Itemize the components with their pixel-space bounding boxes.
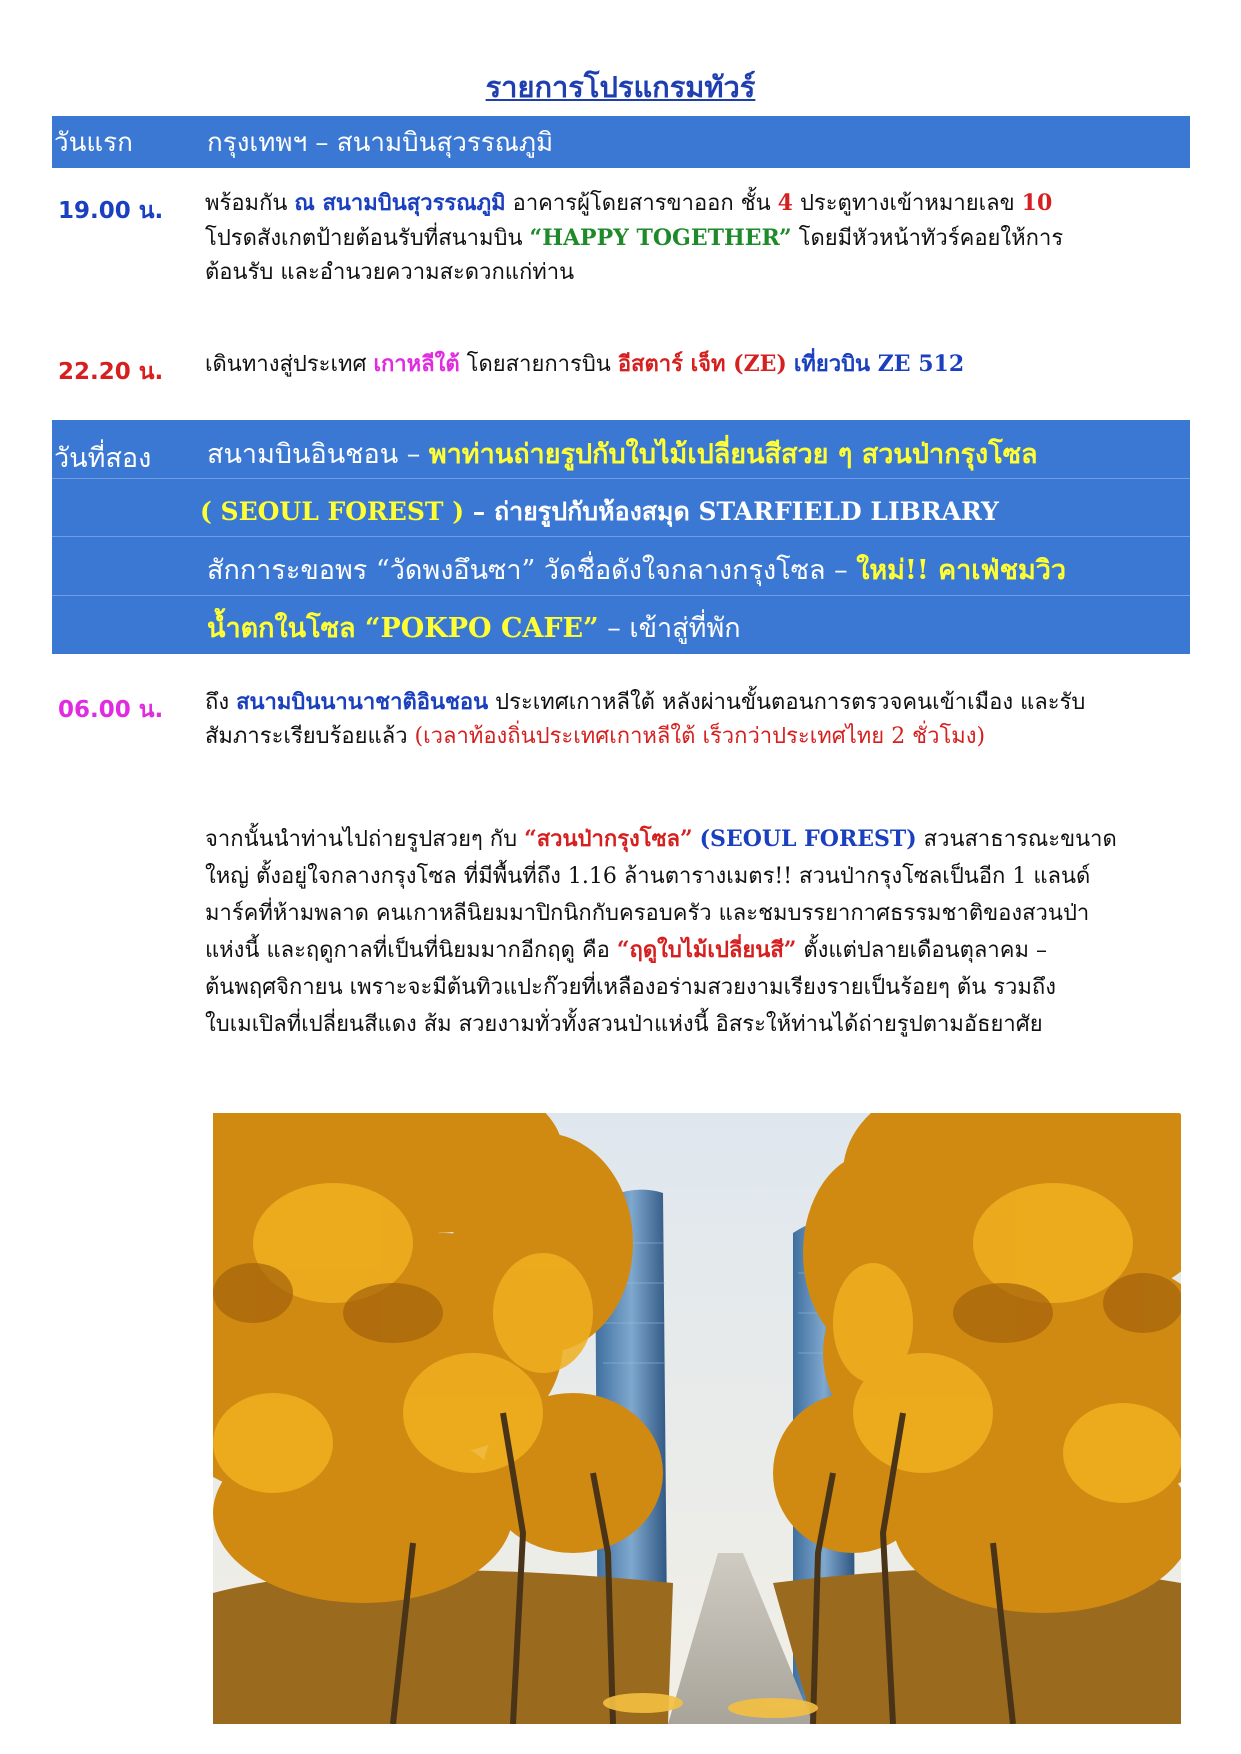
item-0600-text: ถึง สนามบินนานาชาติอินชอน ประเทศเกาหลีใต้ หลังผ่านขั้นตอนการตรวจคนเข้าเมือง และรับ สัมภาระเรียบร้อยแล้ว (เวลาท้องถิ่นประเทศเกาหลีใต้ เร็วกว่าประเทศไทย 2 ชั่วโมง) xyxy=(205,689,1086,749)
seoul-forest-photo xyxy=(213,1113,1181,1724)
item-1900-line1: พร้อมกัน ณ สนามบินสุวรรณภูมิ อาคารผู้โดยสารขาออก ชั้น 4 ประตูทางเข้าหมายเลข 10 xyxy=(205,190,1053,216)
item-1900-line2: โปรดสังเกตป้ายต้อนรับที่สนามบิน “HAPPY TOGETHER” โดยมีหัวหน้าทัวร์คอยให้การ xyxy=(205,225,1064,251)
band-divider xyxy=(52,478,1190,479)
item-1900-line3: ต้อนรับ และอำนวยความสะดวกแก่ท่าน xyxy=(205,260,575,285)
page-title: รายการโปรแกรมทัวร์ xyxy=(485,70,756,104)
time-2220: 22.20 น. xyxy=(58,359,164,385)
item-1900-text xyxy=(205,186,1185,290)
day2-title-row2: ( SEOUL FOREST ) – ถ่ายรูปกับห้องสมุด STARFIELD LIBRARY xyxy=(200,497,999,526)
day2-label: วันที่สอง xyxy=(54,443,152,474)
day1-title: กรุงเทพฯ – สนามบินสุวรรณภูมิ xyxy=(207,128,554,158)
day1-label: วันแรก xyxy=(54,128,133,158)
time-1900: 19.00 น. xyxy=(58,198,164,224)
day2-title-row1: สนามบินอินชอน – พาท่านถ่ายรูปกับใบไม้เปลี่ยนสีสวย ๆ สวนป่ากรุงโซล xyxy=(207,439,1038,470)
day1-header xyxy=(52,116,1190,168)
day2-header xyxy=(52,420,1190,654)
forest-description: จากนั้นนำท่านไปถ่ายรูปสวยๆ กับ “สวนป่ากรุงโซล” (SEOUL FOREST) สวนสาธารณะขนาด ใหญ่ ตั้งอยู่ใจกลางกรุงโซล ที่มีพื้นที่ถึง 1.16 ล้านตารางเมตร!! สวนป่ากรุงโซลเป็นอีก 1 แลนด์ มาร์คที่ห้ามพลาด คนเกาหลีนิยมมาปิกนิกกับครอบครัว และชมบรรยากาศธรรมชาติของสวนป่า แห่งนี้ และฤดูกาลที่เป็นที่นิยมมากอีกฤดู คือ “ฤดูใบไม้เปลี่ยนสี” ตั้งแต่ปลายเดือนตุลาคม – ต้นพฤศจิกายน เพราะจะมีต้นทิวแปะก๊วยที่เหลืองอร่ามสวยงามเรียงรายเป็นร้อยๆ ต้น รวมถึง ใบเมเปิลที่เปลี่ยนสีแดง ส้ม สวยงามทั่วทั้งสวนป่าแห่งนี้ อิสระให้ท่านได้ถ่ายรูปตามอัธยาศัย xyxy=(205,826,1117,1037)
day2-title-row4: น้ำตกในโซล “POKPO CAFE” – เข้าสู่ที่พัก xyxy=(207,613,741,644)
time-0600: 06.00 น. xyxy=(58,697,164,723)
band-divider xyxy=(52,595,1190,596)
day2-title-row3: สักการะขอพร “วัดพงอึนซา” วัดชื่อดังใจกลางกรุงโซล – ใหม่!! คาเฟ่ชมวิว xyxy=(207,555,1067,586)
item-2220-text: เดินทางสู่ประเทศ เกาหลีใต้ โดยสายการบิน อีสตาร์ เจ็ท (ZE) เที่ยวบิน ZE 512 xyxy=(205,351,965,377)
band-divider xyxy=(52,536,1190,537)
